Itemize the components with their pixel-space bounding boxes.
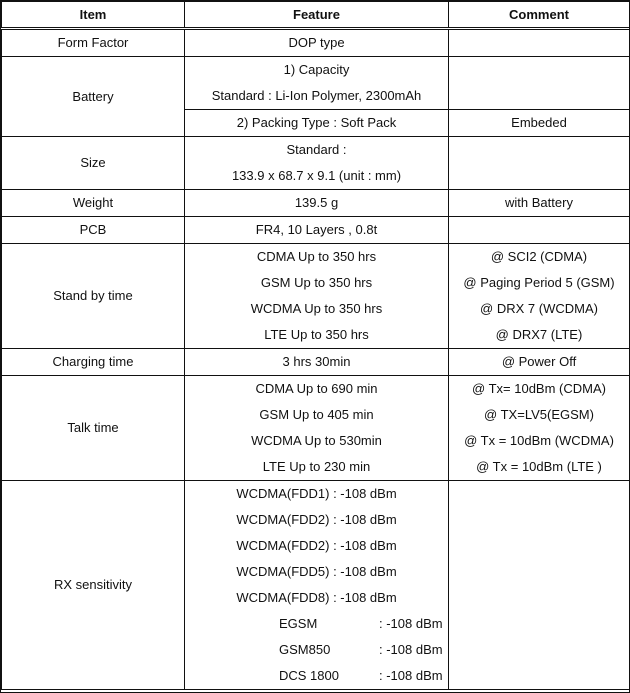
rx-line (185, 481, 448, 507)
item-cell: Battery (2, 57, 185, 137)
feature-cell (185, 57, 449, 110)
table-row (2, 190, 630, 217)
feature-cell: 139.5 g (185, 190, 449, 217)
item-cell: Stand by time (2, 244, 185, 349)
talk-comment: @ Tx= 10dBm (CDMA) (472, 381, 606, 396)
feature-cell (185, 244, 449, 349)
table-row (2, 244, 630, 349)
feature-cell: FR4, 10 Layers , 0.8t (185, 217, 449, 244)
standby-line: GSM Up to 350 hrs (260, 275, 373, 290)
comment-cell (449, 29, 630, 57)
feature-cell (185, 376, 449, 481)
rx-line (185, 533, 448, 559)
comment-cell: Embeded (449, 110, 630, 137)
talk-comment: @ Tx = 10dBm (LTE ) (476, 459, 602, 474)
item-cell: Weight (2, 190, 185, 217)
item-cell: RX sensitivity (2, 481, 185, 690)
comment-cell (449, 244, 630, 349)
table-row (2, 57, 630, 110)
item-cell: Charging time (2, 349, 185, 376)
battery-capacity-title: 1) Capacity (283, 62, 350, 77)
feature-cell (185, 481, 449, 690)
rx-value: : -108 dBm (379, 642, 443, 657)
comment-cell: @ Power Off (449, 349, 630, 376)
header-item: Item (2, 2, 185, 29)
size-line-1: Standard : (286, 142, 347, 157)
header-row (2, 2, 630, 29)
standby-line: CDMA Up to 350 hrs (256, 249, 377, 264)
rx-line (185, 611, 448, 637)
header-comment: Comment (449, 2, 630, 29)
item-cell: Size (2, 137, 185, 190)
standby-comment: @ DRX 7 (WCDMA) (480, 301, 598, 316)
comment-cell (449, 137, 630, 190)
rx-line (185, 559, 448, 585)
feature-cell: DOP type (185, 29, 449, 57)
comment-cell (449, 376, 630, 481)
rx-band: GSM850 (279, 642, 331, 657)
standby-comment: @ SCI2 (CDMA) (490, 249, 588, 264)
talk-comment: @ TX=LV5(EGSM) (484, 407, 594, 422)
comment-cell: with Battery (449, 190, 630, 217)
feature-cell: 2) Packing Type : Soft Pack (185, 110, 449, 137)
talk-line: LTE Up to 230 min (262, 459, 371, 474)
table-row (2, 481, 630, 690)
spec-table (1, 1, 630, 690)
battery-capacity-value: Standard : Li-Ion Polymer, 2300mAh (211, 88, 422, 103)
rx-line-text: WCDMA(FDD2) : -108 dBm (236, 512, 397, 527)
rx-line (185, 507, 448, 533)
talk-line: GSM Up to 405 min (259, 407, 374, 422)
table-row (2, 137, 630, 190)
rx-line-text: WCDMA(FDD8) : -108 dBm (236, 590, 397, 605)
rx-line (185, 585, 448, 611)
rx-band: EGSM (279, 616, 318, 631)
rx-value: : -108 dBm (379, 668, 443, 683)
item-cell: Talk time (2, 376, 185, 481)
talk-line: CDMA Up to 690 min (255, 381, 378, 396)
standby-line: WCDMA Up to 350 hrs (250, 301, 383, 316)
standby-comment: @ Paging Period 5 (GSM) (463, 275, 615, 290)
table-row (2, 376, 630, 481)
comment-cell (449, 217, 630, 244)
item-cell: Form Factor (2, 29, 185, 57)
rx-line (185, 637, 448, 663)
rx-line-text: WCDMA(FDD2) : -108 dBm (236, 538, 397, 553)
table-row (2, 29, 630, 57)
comment-cell (449, 481, 630, 690)
item-cell: PCB (2, 217, 185, 244)
header-feature: Feature (185, 2, 449, 29)
rx-line (185, 663, 448, 689)
size-line-2: 133.9 x 68.7 x 9.1 (unit : mm) (231, 168, 402, 183)
standby-line: LTE Up to 350 hrs (264, 327, 369, 342)
comment-cell (449, 57, 630, 110)
rx-band: DCS 1800 (279, 668, 339, 683)
feature-cell (185, 137, 449, 190)
talk-comment: @ Tx = 10dBm (WCDMA) (464, 433, 614, 448)
standby-comment: @ DRX7 (LTE) (495, 327, 583, 342)
table-row (2, 217, 630, 244)
feature-cell: 3 hrs 30min (185, 349, 449, 376)
rx-value: : -108 dBm (379, 616, 443, 631)
table-row (2, 349, 630, 376)
rx-line-text: WCDMA(FDD1) : -108 dBm (236, 486, 397, 501)
talk-line: WCDMA Up to 530min (251, 433, 382, 448)
rx-line-text: WCDMA(FDD5) : -108 dBm (236, 564, 397, 579)
